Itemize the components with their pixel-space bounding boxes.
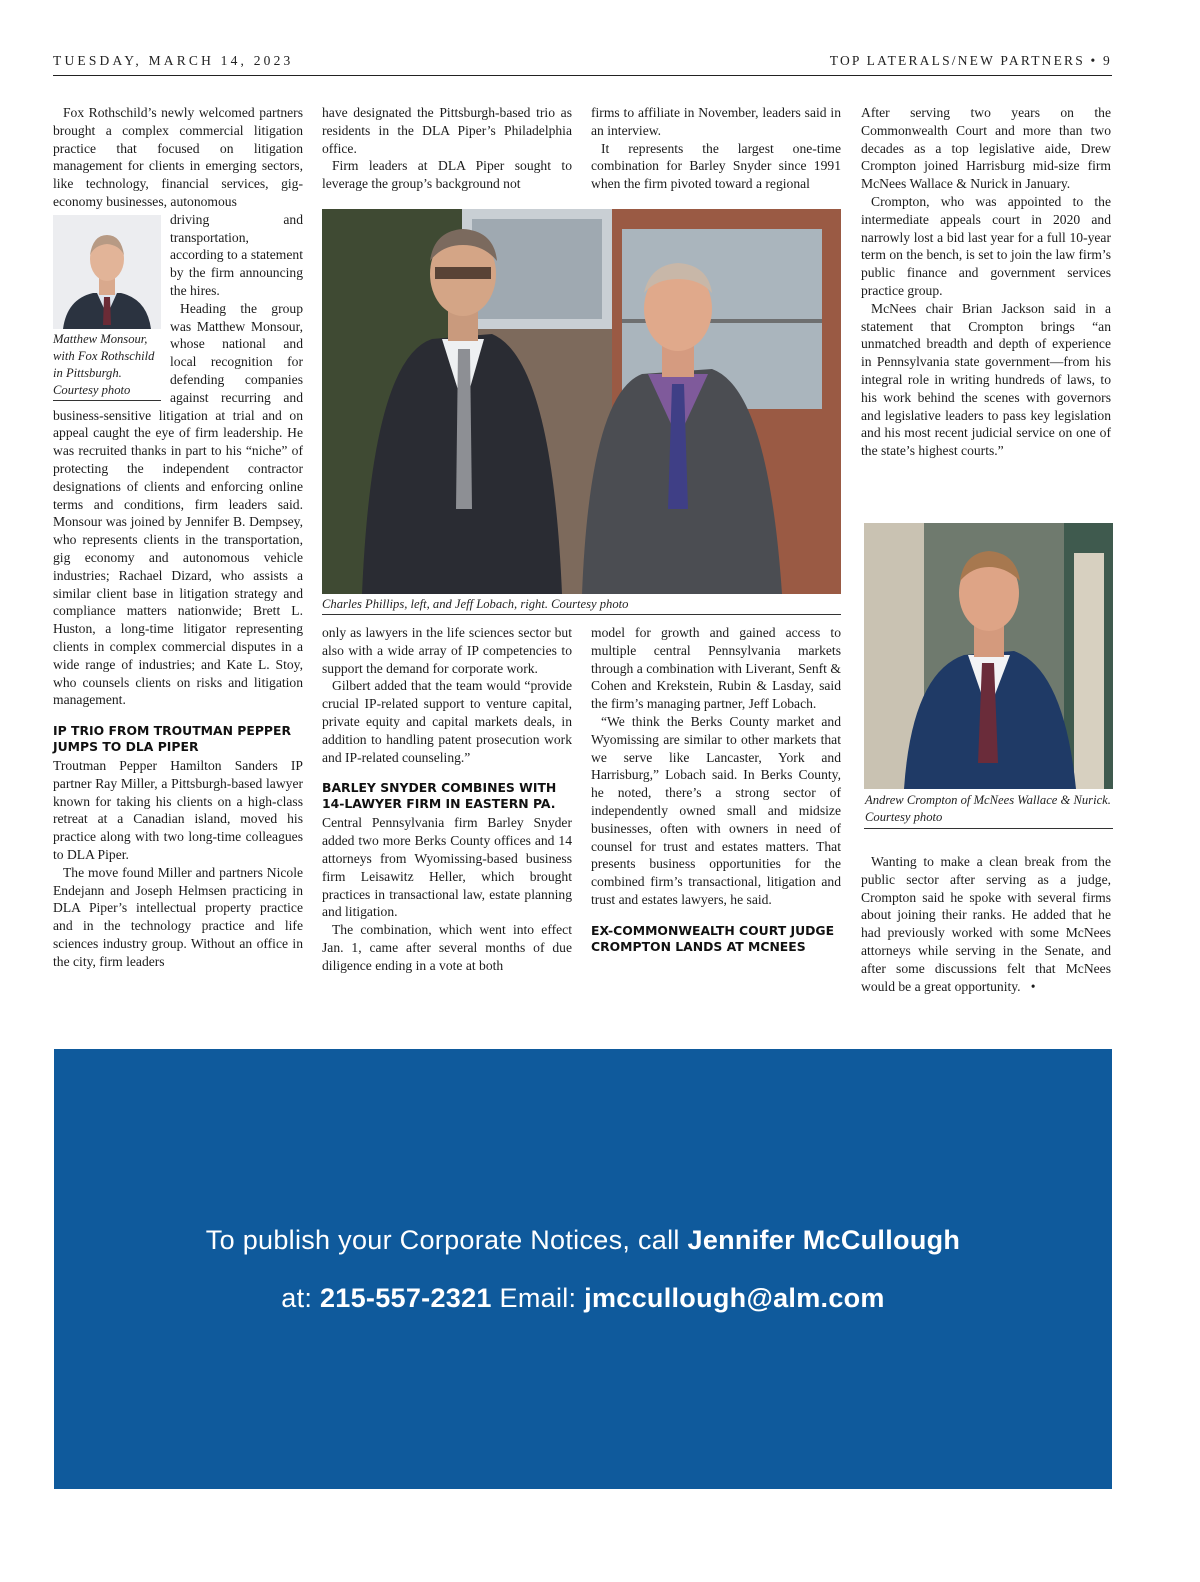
paragraph bbox=[861, 853, 1111, 995]
paragraph: Troutman Pepper Hamilton Sanders IP partner Ray Miller, a Pittsburgh-based lawyer known for taking his clients on a high-class retreat at a Canadian island, moved his practice along with two long-time colleagues to DLA Piper. bbox=[53, 758, 303, 863]
page-header bbox=[53, 53, 1112, 76]
ad-line-2 bbox=[54, 1283, 1112, 1314]
phone-number: 215-557-2321 bbox=[319, 1283, 492, 1313]
column-4-top bbox=[861, 104, 1111, 460]
phillips-lobach-caption: Charles Phillips, left, and Jeff Lobach, right. Courtesy photo bbox=[322, 594, 841, 615]
column-2-bottom bbox=[322, 624, 572, 975]
paragraph: “We think the Berks County market and Wyomissing are similar to other markets that we serve like Lancaster, York and Harrisburg,” Lobach said. In Berks County, he noted, there’s a strong sector of independently owned small and midsize businesses, often with owners in need of counsel for trust and estates matters. That presents business opportunities for the combined firm’s transactional, litigation and trust and estates lawyers, he said. bbox=[591, 713, 841, 907]
subhead: EX-COMMONWEALTH COURT JUDGE CROMPTON LANDS AT MCNEES bbox=[591, 922, 835, 954]
monsour-caption: Matthew Monsour, with Fox Rothschild in Pittsburgh. Courtesy photo bbox=[53, 329, 161, 401]
paragraph: firms to affiliate in November, leaders said in an interview. bbox=[591, 105, 841, 138]
paragraph: model for growth and gained access to multiple central Pennsylvania markets through a combination with Liverant, Senft & Cohen and Krekstein, Rubin & Lasday, said the firm’s managing partner, Jeff Lobach. bbox=[591, 625, 841, 712]
paragraph: The combination, which went into effect Jan. 1, came after several months of due diligence ending in a vote at both bbox=[322, 922, 572, 973]
crompton-photo bbox=[864, 523, 1113, 789]
paragraph: have designated the Pittsburgh-based trio as residents in the DLA Piper’s Philadelphia office. bbox=[322, 105, 572, 156]
paragraph: Firm leaders at DLA Piper sought to leverage the group’s background not bbox=[322, 158, 572, 192]
paragraph: The move found Miller and partners Nicole Endejann and Joseph Helmsen practicing in DLA Piper’s intellectual property practice and in the technology practice and life sciences industry group. Without an office in the city, firm leaders bbox=[53, 864, 303, 969]
crompton-figure bbox=[864, 523, 1113, 829]
paragraph: Crompton, who was appointed to the intermediate appeals court in 2020 and narrowly lost a bid last year for a full 10-year term on the bench, is set to join the law firm’s public finance and government services practice group. bbox=[861, 193, 1111, 298]
paragraph: McNees chair Brian Jackson said in a statement that Crompton brings “an unmatched breadth and depth of experience in Pennsylvania state government—from his integral role in writing hundreds of laws, to his work behind the scenes with governors and legislative leaders to pass key legislation and his most recent judicial service on one of the state’s highest courts.” bbox=[861, 300, 1111, 459]
monsour-figure bbox=[53, 215, 161, 401]
phillips-lobach-figure bbox=[322, 209, 841, 615]
column-3-top bbox=[591, 104, 841, 193]
subhead: BARLEY SNYDER COMBINES WITH 14-LAWYER FIRM IN EASTERN PA. bbox=[322, 780, 557, 812]
crompton-caption: Andrew Crompton of McNees Wallace & Nurick. Courtesy photo bbox=[864, 789, 1113, 829]
email-link[interactable]: jmccullough@alm.com bbox=[584, 1283, 885, 1313]
monsour-photo bbox=[53, 215, 161, 329]
contact-name: Jennifer McCullough bbox=[687, 1225, 961, 1255]
paragraph: Fox Rothschild’s newly welcomed partners brought a complex commercial litigation practice that focused on litigation management for clients in emerging sectors, like technology, financial services, gig-economy businesses, autonomous bbox=[53, 105, 303, 209]
paragraph: only as lawyers in the life sciences sector but also with a wide array of IP competencies to support the demand for corporate work. bbox=[322, 625, 572, 676]
paragraph: After serving two years on the Commonwealth Court and more than two decades as a top legislative aide, Drew Crompton joined Harrisburg mid-size firm McNees Wallace & Nurick in January. bbox=[861, 105, 1111, 192]
column-1 bbox=[53, 104, 303, 971]
paragraph: Gilbert added that the team would “provide crucial IP-related support to venture capital, private equity and capital markets deals, in addition to handling patent prosecution work and IP-related counseling.” bbox=[322, 678, 572, 765]
column-3-bottom bbox=[591, 624, 841, 957]
ad-text: at: bbox=[281, 1283, 320, 1313]
ad-text: To publish your Corporate Notices, call bbox=[205, 1225, 688, 1255]
column-2-top bbox=[322, 104, 572, 193]
paragraph: It represents the largest one-time combination for Barley Snyder since 1991 when the firm pivoted toward a regional bbox=[591, 140, 841, 192]
corporate-notices-ad bbox=[54, 1049, 1112, 1489]
ad-text: Email: bbox=[491, 1283, 585, 1313]
phillips-lobach-photo bbox=[322, 209, 841, 594]
paragraph: driving and transportation, according to a statement by the firm announcing the hires. bbox=[170, 211, 303, 298]
subhead: IP TRIO FROM TROUTMAN PEPPER JUMPS TO DLA PIPER bbox=[53, 723, 291, 755]
issue-date: TUESDAY, MARCH 14, 2023 bbox=[53, 53, 294, 68]
ad-line-1 bbox=[54, 1225, 1112, 1256]
end-mark: • bbox=[1030, 978, 1036, 994]
paragraph-text: Wanting to make a clean break from the public sector after serving as a judge, Crompton said he spoke with several firms about joining their ranks. He added that he had previously worked with some McNees attorneys while serving in the Senate, and after some discussions felt that McNees would be a great opportunity. bbox=[861, 854, 1111, 994]
column-4-bottom bbox=[861, 853, 1111, 995]
paragraph: Central Pennsylvania firm Barley Snyder added two more Berks County offices and 14 attorneys from Wyomissing-based business firm Leisawitz Heller, which brought practices in transactional law, estate planning and litigation. bbox=[322, 815, 572, 920]
section-title: TOP LATERALS/NEW PARTNERS • 9 bbox=[829, 53, 1112, 68]
paragraph: Heading the group was Matthew Monsour, whose national and local recognition for defending companies against recurring and business-sensitive litigation at trial and on appeal caught the eye of firm leadership. He was recruited thanks in part to his “niche” of protecting the independent contractor designations of clients and enforcing online terms and conditions, firm leaders said. Monsour was joined by Jennifer B. Dempsey, who represents clients in the transportation, gig economy and autonomous vehicle industries; Rachael Dizard, who assists a similar client base in litigation strategy and compliance matters nationwide; Brett L. Huston, a long-time litigator representing clients in complex commercial disputes in a wide range of industries; and Kate L. Stoy, who counsels clients on risks and litigation management. bbox=[53, 300, 303, 708]
